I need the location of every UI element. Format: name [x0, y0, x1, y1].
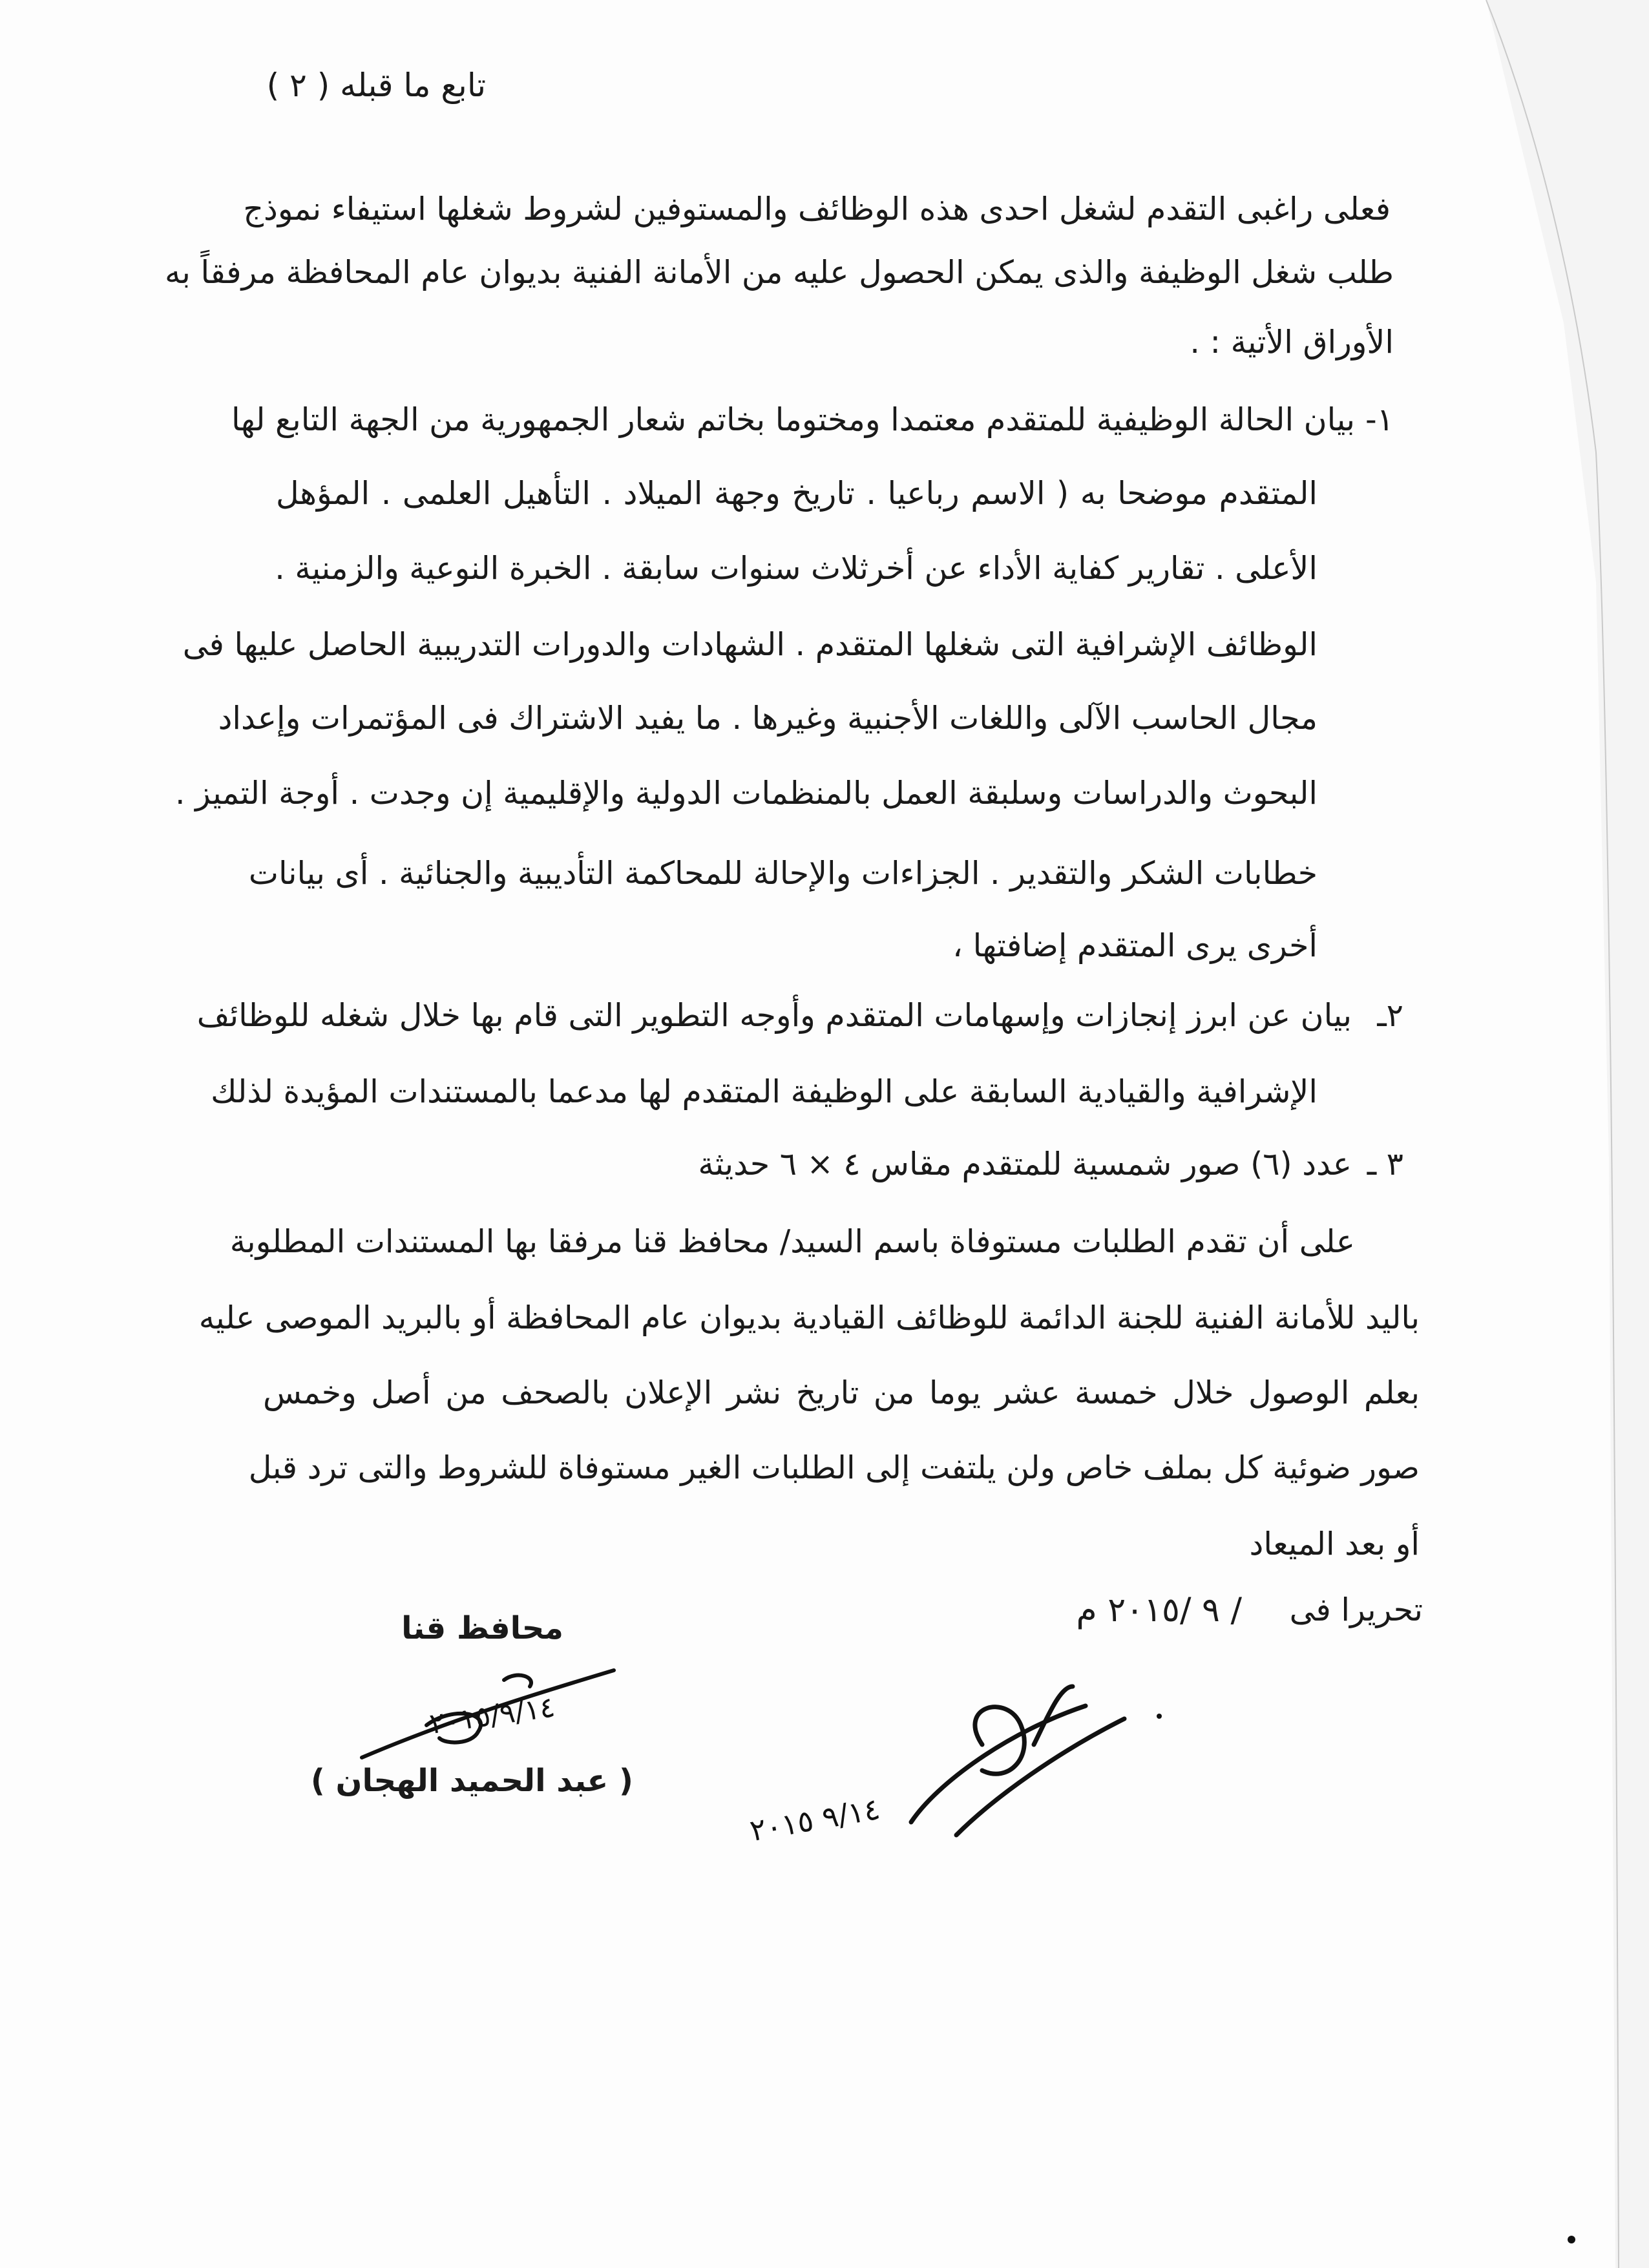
- signature-title: محافظ قنا: [401, 1610, 563, 1646]
- item-line: البحوث والدراسات وسلبقة العمل بالمنظمات الدولية والإقليمية إن وجدت . أوجة التميز .: [174, 775, 1318, 812]
- item-line: المتقدم موضحا به ( الاسم رباعيا . تاريخ وجهة الميلاد . التأهيل العلمى . المؤهل: [276, 475, 1318, 512]
- intro-line: الأوراق الأتية : .: [1190, 324, 1394, 361]
- item-number: ٢ـ: [1377, 997, 1403, 1034]
- item-line: أخرى يرى المتقدم إضافتها ،: [952, 927, 1318, 964]
- item-line: الأعلى . تقارير كفاية الأداء عن أخرثلاث سنوات سابقة . الخبرة النوعية والزمنية .: [275, 550, 1318, 587]
- approval-scribble: [911, 1686, 1124, 1835]
- intro-line: طلب شغل الوظيفة والذى يمكن الحصول عليه من الأمانة الفنية بديوان عام المحافظة مرفقاً به: [164, 254, 1394, 291]
- item-line: عدد (٦) صور شمسية للمتقدم مقاس ٤ × ٦ حديثة: [698, 1146, 1352, 1182]
- signature-name: ( عبد الحميد الهجان ): [310, 1763, 633, 1799]
- item-number: ٣ ـ: [1367, 1146, 1403, 1182]
- closing-line: بعلم الوصول خلال خمسة عشر يوما من تاريخ نشر الإعلان بالصحف من أصل وخمس: [263, 1374, 1420, 1411]
- item-line: الوظائف الإشرافية التى شغلها المتقدم . الشهادات والدورات التدريبية الحاصل عليها فى: [182, 626, 1318, 663]
- approval-handwritten-date: ٩/١٤ ٢٠١٥: [747, 1790, 883, 1849]
- scan-speck: [1568, 2236, 1575, 2243]
- date-value: / ٩ /٢٠١٥ م: [1076, 1591, 1242, 1630]
- continuation-header: تابع ما قبله ( ٢ ): [266, 67, 486, 104]
- item-line: الإشرافية والقيادية السابقة على الوظيفة المتقدم لها مدعما بالمستندات المؤيدة لذلك: [211, 1073, 1318, 1110]
- date-label: تحريرا فى: [1289, 1591, 1423, 1628]
- intro-line: فعلى راغبى التقدم لشغل احدى هذه الوظائف والمستوفين لشروط شغلها استيفاء نموذج: [243, 191, 1391, 227]
- closing-line: على أن تقدم الطلبات مستوفاة باسم السيد/ محافظ قنا مرفقا بها المستندات المطلوبة: [229, 1223, 1355, 1260]
- closing-line: أو بعد الميعاد: [1249, 1526, 1420, 1562]
- item-number: ١-: [1365, 401, 1394, 438]
- closing-line: صور ضوئية كل بملف خاص ولن يلتفت إلى الطلبات الغير مستوفاة للشروط والتى ترد قبل: [248, 1449, 1420, 1486]
- scan-speck: [1157, 1714, 1162, 1719]
- closing-line: باليد للأمانة الفنية للجنة الدائمة للوظائف القيادية بديوان عام المحافظة أو بالبريد الموصى عليه: [198, 1299, 1420, 1336]
- item-line: بيان عن ابرز إنجازات وإسهامات المتقدم وأوجه التطوير التى قام بها خلال شغله للوظائف: [196, 997, 1352, 1034]
- item-line: خطابات الشكر والتقدير . الجزاءات والإحالة للمحاكمة التأديبية والجنائية . أى بيانات: [248, 855, 1318, 892]
- item-line: بيان الحالة الوظيفية للمتقدم معتمدا ومختوما بخاتم شعار الجمهورية من الجهة التابع لها: [231, 401, 1355, 438]
- item-line: مجال الحاسب الآلى واللغات الأجنبية وغيرها . ما يفيد الاشتراك فى المؤتمرات وإعداد: [218, 700, 1318, 737]
- signature-handwritten-date: ٢٠١٥/٩/١٤: [427, 1690, 557, 1741]
